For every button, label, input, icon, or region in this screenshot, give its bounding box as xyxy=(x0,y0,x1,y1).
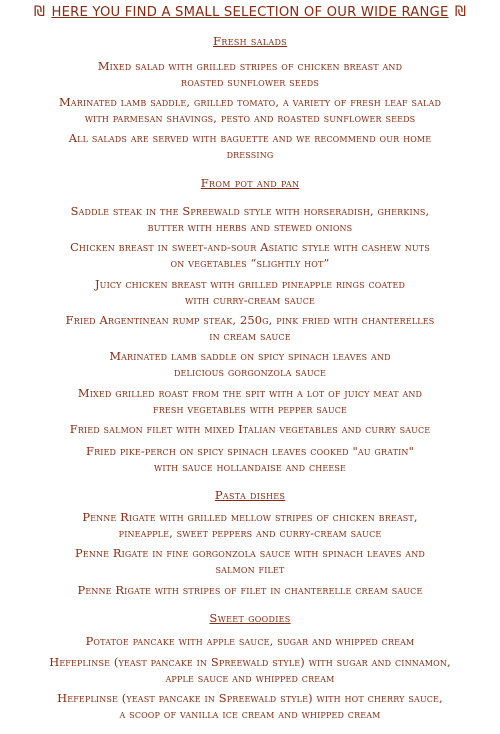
menu-item-line: roasted sunflower seeds xyxy=(181,75,319,89)
menu-item-line: Saddle steak in the Spreewald style with horseradish, gherkins, xyxy=(70,204,430,218)
section-title-pasta-dishes: Pasta dishes xyxy=(214,488,286,502)
menu-item-line: Marinated lamb saddle on spicy spinach leaves and xyxy=(109,349,391,363)
menu-item-line: apple sauce and whipped cream xyxy=(165,671,335,685)
menu-item xyxy=(0,421,500,437)
menu-heading: HERE YOU FIND A SMALL SELECTION OF OUR WIDE RANGE xyxy=(51,5,449,20)
menu-item-line: delicious gorgonzola sauce xyxy=(173,365,327,379)
menu-item xyxy=(0,94,500,126)
menu-item-line: Hefeplinse (yeast pancake in Spreewald style) with hot cherry sauce, xyxy=(57,691,443,705)
shekel-ornament-icon: ₪ xyxy=(454,4,467,20)
menu-item-line: Penne Rigate in fine gorgonzola sauce with spinach leaves and xyxy=(75,546,425,560)
menu-item xyxy=(0,654,500,686)
menu-item-line: Potatoe pancake with apple sauce, sugar and whipped cream xyxy=(85,634,415,648)
menu-item-line: Fried salmon filet with mixed Italian vegetables and curry sauce xyxy=(69,422,431,436)
menu-item-line: Juicy chicken breast with grilled pineapple rings coated xyxy=(94,277,406,291)
menu-item-line: with parmesan shavings, pesto and roasted sunflower seeds xyxy=(84,111,416,125)
menu-item-line: Penne Rigate with grilled mellow stripes of chicken breast, xyxy=(82,510,418,524)
menu-item xyxy=(0,312,500,344)
menu-item-line: Hefeplinse (yeast pancake in Spreewald style) with sugar and cinnamon, xyxy=(49,655,451,669)
menu-item xyxy=(0,239,500,271)
menu-item-line: Fried pike-perch on spicy spinach leaves cooked "au gratin" xyxy=(86,444,414,458)
menu-item xyxy=(0,130,500,162)
menu-item-line: with curry-cream sauce xyxy=(185,293,315,307)
menu-item xyxy=(0,58,500,90)
menu-item xyxy=(0,348,500,380)
menu-item xyxy=(0,545,500,577)
menu-item xyxy=(0,443,500,475)
menu-item-line: Mixed salad with grilled stripes of chicken breast and xyxy=(97,59,403,73)
menu-item-line: Marinated lamb saddle, grilled tomato, a variety of fresh leaf salad xyxy=(58,95,442,109)
menu-item-line: salmon filet xyxy=(215,562,285,576)
menu-item-line: fresh vegetables with pepper sauce xyxy=(153,402,347,416)
menu-item-line: in cream sauce xyxy=(209,329,291,343)
menu-item xyxy=(0,509,500,541)
menu-item-line: Penne Rigate with stripes of filet in chanterelle cream sauce xyxy=(77,583,423,597)
menu-item xyxy=(0,633,500,649)
section-title-fresh-salads: Fresh salads xyxy=(213,34,287,48)
menu-item-line: with sauce hollandaise and cheese xyxy=(154,460,346,474)
menu-item xyxy=(0,582,500,598)
menu-item-line: Mixed grilled roast from the spit with a lot of juicy meat and xyxy=(77,386,423,400)
menu-item-line: All salads are served with baguette and we recommend our home xyxy=(68,131,432,145)
menu-item-line: on vegetables “slightly hot” xyxy=(170,256,330,270)
menu-item xyxy=(0,203,500,235)
menu-item-line: Chicken breast in sweet-and-sour Asiatic style with cashew nuts xyxy=(70,240,430,254)
menu-item-line: dressing xyxy=(226,147,274,161)
section-title-sweet-goodies: Sweet goodies xyxy=(209,611,291,625)
menu-item-line: butter with herbs and stewed onions xyxy=(147,220,353,234)
section-title-pot-and-pan: From pot and pan xyxy=(200,176,300,190)
menu-item xyxy=(0,385,500,417)
menu-item-line: pineapple, sweet peppers and curry-cream sauce xyxy=(118,526,382,540)
menu-item-line: a scoop of vanilla ice cream and whipped cream xyxy=(119,707,381,721)
menu-item-line: Fried Argentinean rump steak, 250g, pink fried with chanterelles xyxy=(65,313,435,327)
shekel-ornament-icon: ₪ xyxy=(33,4,46,20)
menu-item xyxy=(0,690,500,722)
menu-item xyxy=(0,276,500,308)
menu-header xyxy=(0,4,500,20)
